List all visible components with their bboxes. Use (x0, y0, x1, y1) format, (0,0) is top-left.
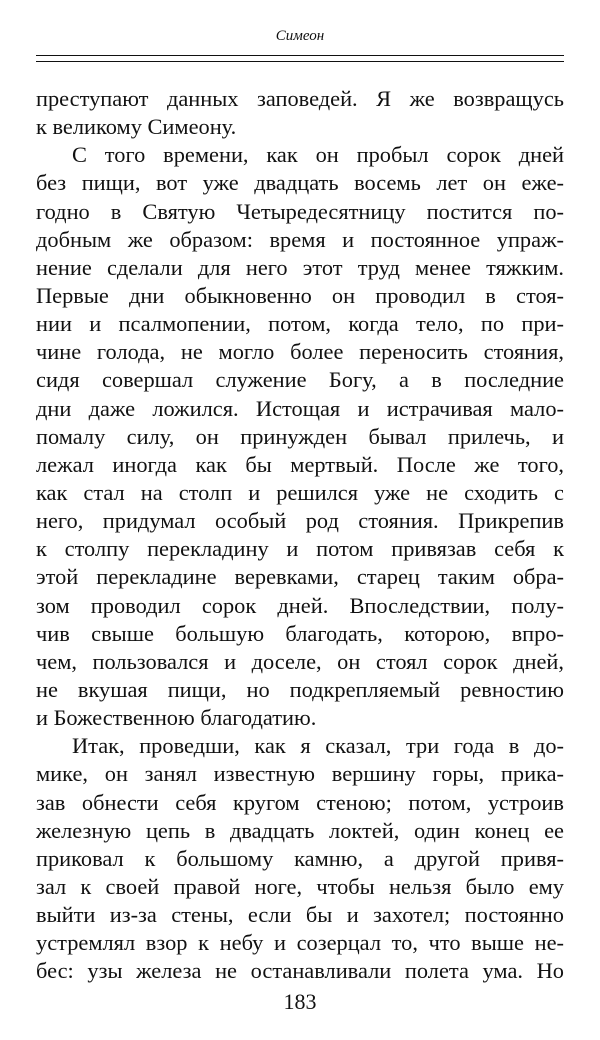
text-line: устремлял взор к небу и созерцал то, что выше не- (36, 930, 564, 956)
text-line: С того времени, как он пробыл сорок дней (72, 142, 564, 168)
text-line: помалу силу, он принужден бывал прилечь, и (36, 423, 564, 449)
text-line: чив свыше большую благодать, которою, впро- (36, 620, 564, 646)
text-line: зав обнести себя кругом стеною; потом, устроив (36, 789, 564, 815)
text-line: Итак, проведши, как я сказал, три года в до- (72, 733, 564, 759)
text-line: к столпу перекладину и потом привязав себя к (36, 536, 564, 562)
text-line: чине голода, не могло более переносить стояния, (36, 339, 564, 365)
text-line: выйти из-за стены, если бы и захотел; постоянно (36, 902, 564, 928)
text-line: лежал иногда как бы мертвый. После же того, (36, 451, 564, 477)
text-line: нии и псалмопении, потом, когда тело, по при- (36, 311, 564, 337)
header-rule-bottom (36, 61, 564, 62)
text-line: к великому Симеону. (36, 114, 237, 140)
page-number: 183 (283, 989, 317, 1014)
text-line: Первые дни обыкновенно он проводил в стоя- (36, 282, 564, 308)
text-line: не вкушая пищи, но подкрепляемый ревностию (36, 676, 564, 702)
text-line: приковал к большому камню, а другой привя- (36, 845, 564, 871)
text-line: этой перекладине веревками, старец таким обра- (36, 564, 564, 590)
text-line: преступают данных заповедей. Я же возвращусь (36, 86, 564, 111)
text-line: и Божественною благодатию. (36, 705, 317, 731)
text-line: железную цепь в двадцать локтей, один конец ее (36, 817, 564, 843)
text-line: нение сделали для него этот труд менее тяжким. (36, 254, 564, 280)
text-line: добным же образом: время и постоянное упраж- (36, 226, 564, 252)
text-line: него, придумал особый род стояния. Прикрепив (36, 508, 564, 534)
text-line: чем, пользовался и доселе, он стоял сорок дней, (36, 648, 564, 674)
header-rule-top (36, 55, 564, 56)
text-line: дни даже ложился. Истощая и истрачивая мало- (36, 395, 564, 421)
text-line: без пищи, вот уже двадцать восемь лет он еже- (36, 170, 564, 196)
text-line: зал к своей правой ноге, чтобы нельзя было ему (36, 873, 564, 899)
body-text (36, 85, 564, 986)
text-line: зом проводил сорок дней. Впоследствии, полу- (36, 592, 564, 618)
text-line: годно в Святую Четыредесятницу постится по- (36, 198, 564, 224)
text-line: бес: узы железа не останавливали полета ума. Но (36, 958, 564, 984)
text-line: как стал на столп и решился уже не сходить с (36, 479, 564, 505)
text-line: сидя совершал служение Богу, а в последние (36, 367, 564, 393)
text-line: мике, он занял известную вершину горы, прика- (36, 761, 564, 787)
running-head: Симеон (275, 28, 325, 44)
